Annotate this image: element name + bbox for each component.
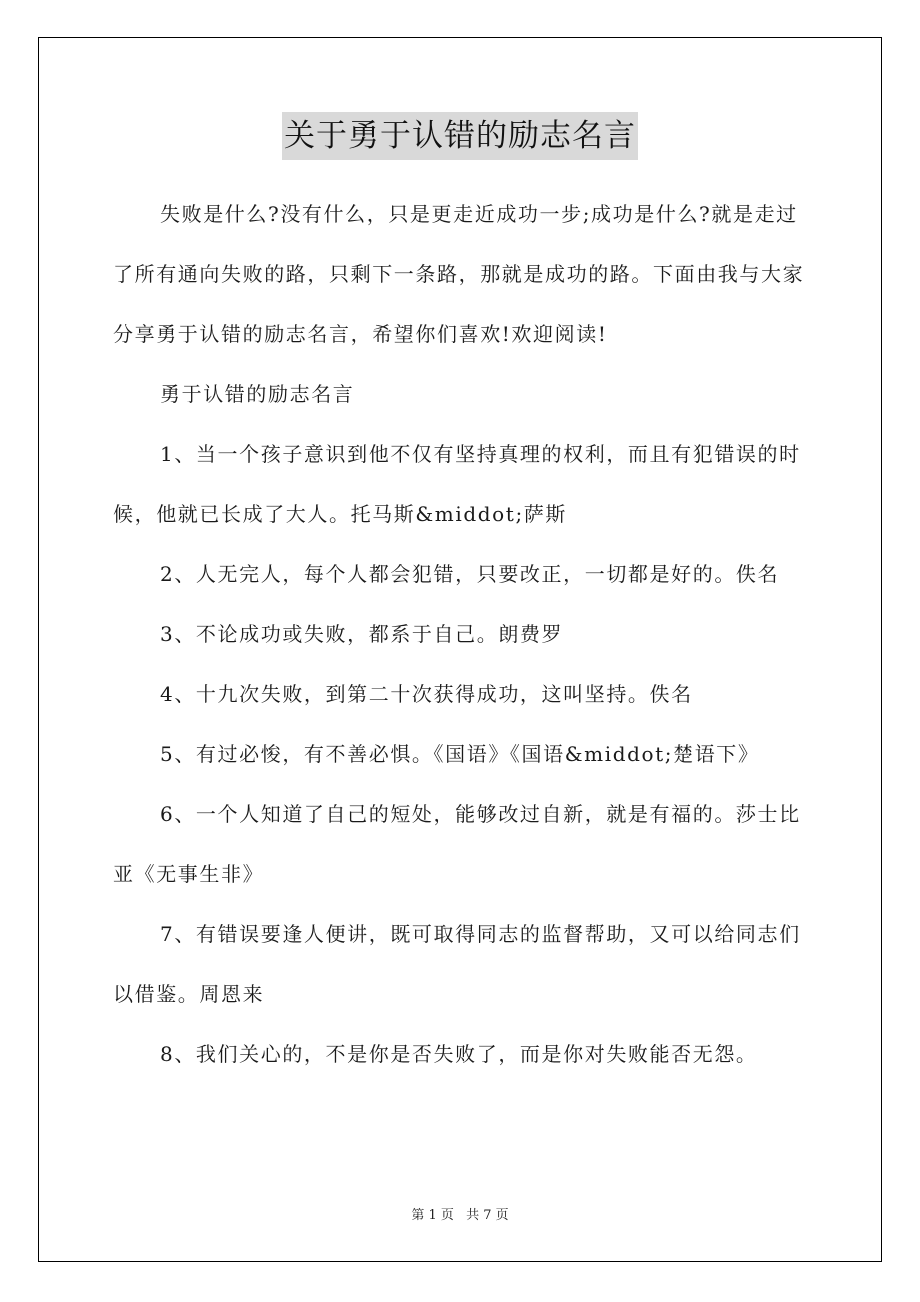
quote-item: 3、不论成功或失败，都系于自己。朗费罗 (160, 622, 564, 646)
document-title: 关于勇于认错的励志名言 (282, 112, 638, 160)
quote-item: 2、人无完人，每个人都会犯错，只要改正，一切都是好的。佚名 (160, 562, 780, 586)
quote-item: 5、有过必悛，有不善必惧。《国语》《国语&middot;楚语下》 (160, 742, 760, 766)
page-number: 第 1 页 (411, 1208, 454, 1223)
page-total: 共 7 页 (466, 1208, 509, 1223)
quote-item: 8、我们关心的，不是你是否失败了，而是你对失败能否无怨。 (160, 1042, 758, 1066)
intro-paragraph: 失败是什么?没有什么，只是更走近成功一步;成功是什么?就是走过了所有通向失败的路，只剩下一条路，那就是成功的路。下面由我与大家分享勇于认错的励志名言，希望你们喜欢!欢迎阅读! (113, 202, 805, 346)
quote-item: 1、当一个孩子意识到他不仅有坚持真理的权利，而且有犯错误的时候，他就已长成了大人。托马斯&middot;萨斯 (113, 442, 801, 526)
page-footer (0, 1204, 920, 1223)
document-body (113, 184, 813, 1084)
quote-item: 4、十九次失败，到第二十次获得成功，这叫坚持。佚名 (160, 682, 693, 706)
section-heading: 勇于认错的励志名言 (160, 382, 355, 406)
quote-item: 7、有错误要逢人便讲，既可取得同志的监督帮助，又可以给同志们以借鉴。周恩来 (113, 922, 801, 1006)
quote-item: 6、一个人知道了自己的短处，能够改过自新，就是有福的。莎士比亚《无事生非》 (113, 802, 801, 886)
title-container (0, 112, 920, 160)
